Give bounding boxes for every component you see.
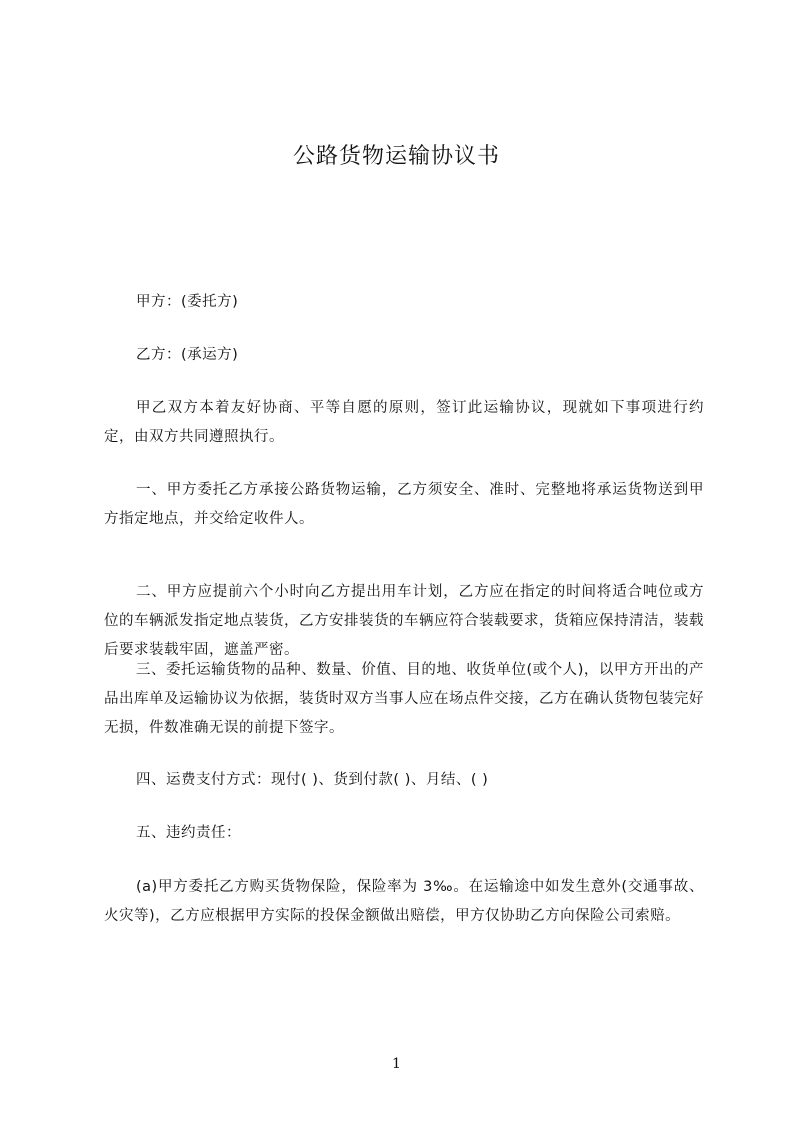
party-b-line: 乙方：(承运方) xyxy=(136,347,239,363)
clause-2: 二、甲方应提前六个小时向乙方提出用车计划，乙方应在指定的时间将适合吨位或方位的车辆派发指定地点装货，乙方安排装货的车辆应符合装载要求，货箱应保持清洁，装载后要求装载牢固，遮盖严密。 xyxy=(104,584,704,658)
clause-4-payment: 四、运费支付方式：现付( )、货到付款( )、月结、( ) xyxy=(136,772,489,788)
clause-3: 三、委托运输货物的品种、数量、价值、目的地、收货单位(或个人)，以甲方开出的产品出库单及运输协议为依据，装货时双方当事人应在场点件交接，乙方在确认货物包装完好无损，件数准确无误的前提下签字。 xyxy=(104,662,704,736)
intro-paragraph: 甲乙双方本着友好协商、平等自愿的原则，签订此运输协议，现就如下事项进行约定，由双方共同遵照执行。 xyxy=(104,400,704,445)
page-title: 公路货物运输协议书 xyxy=(292,144,500,169)
page-number: 1 xyxy=(392,1056,401,1072)
clause-1: 一、甲方委托乙方承接公路货物运输，乙方须安全、准时、完整地将承运货物送到甲方指定地点，并交给定收件人。 xyxy=(104,482,704,527)
party-a-line: 甲方：(委托方) xyxy=(136,294,239,310)
clause-5-liability: 五、违约责任： xyxy=(136,825,241,841)
clause-5a-insurance: (a)甲方委托乙方购买货物保险，保险率为 3‰。在运输途中如发生意外(交通事故、火灾等)，乙方应根据甲方实际的投保金额做出赔偿，甲方仅协助乙方向保险公司索赔。 xyxy=(104,879,704,924)
